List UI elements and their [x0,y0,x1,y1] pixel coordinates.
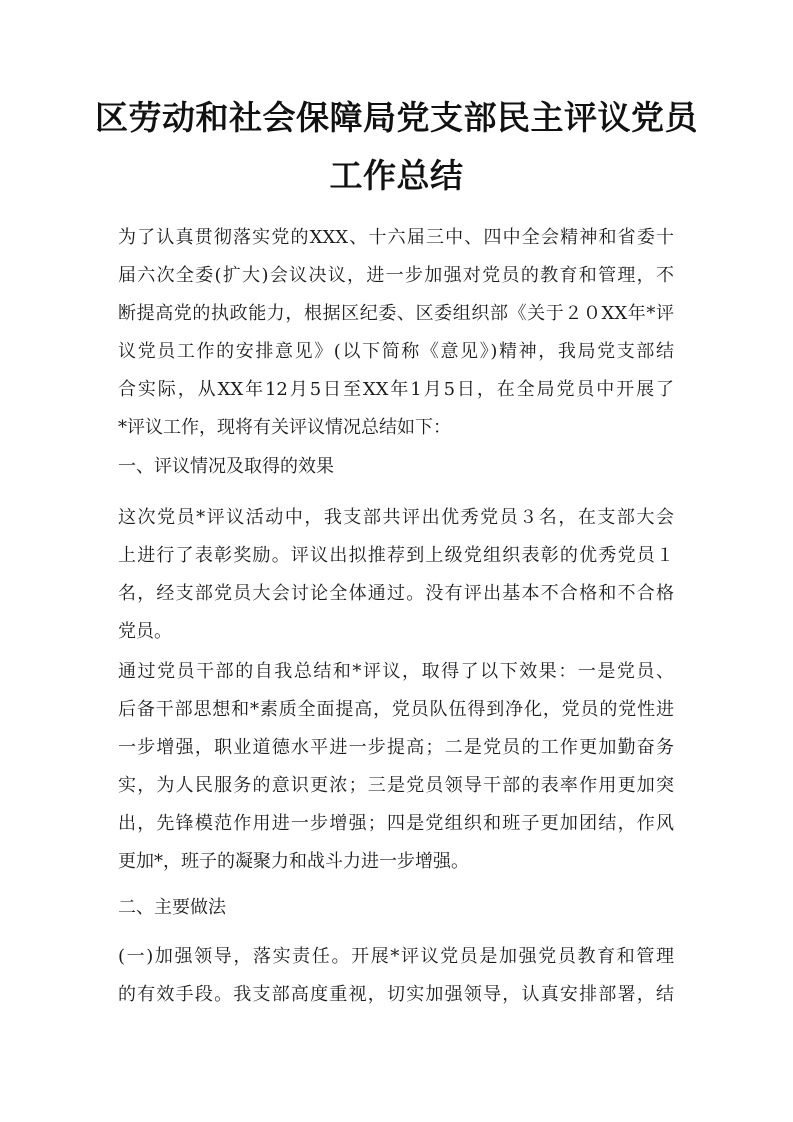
document-title-line-1: 区劳动和社会保障局党支部民主评议党员 [95,98,698,137]
paragraph-line: 为了认真贯彻落实党的XXX、十六届三中、四中全会精神和省委十 [118,227,674,248]
paragraph-line: 上进行了表彰奖励。评议出拟推荐到上级党组织表彰的优秀党员１ [118,545,674,566]
paragraph-line: 出，先锋模范作用进一步增强；四是党组织和班子更加团结，作风 [118,813,674,834]
section-heading-1: 一、评议情况及取得的效果 [118,456,334,477]
paragraph-line: (一)加强领导，落实责任。开展*评议党员是加强党员教育和管理 [118,946,674,967]
paragraph-line: *评议工作，现将有关评议情况总结如下： [118,417,451,438]
paragraph-line: 名，经支部党员大会讨论全体通过。没有评出基本不合格和不合格 [118,583,674,604]
paragraph-line: 合实际，从XX年12月5日至XX年1月5日，在全局党员中开展了 [118,379,674,400]
paragraph-line: 一步增强，职业道德水平进一步提高；二是党员的工作更加勤奋务 [118,737,674,758]
paragraph-line: 通过党员干部的自我总结和*评议，取得了以下效果：一是党员、 [118,661,674,682]
paragraph-line: 届六次全委(扩大)会议决议，进一步加强对党员的教育和管理，不 [118,265,674,286]
section-heading-2: 二、主要做法 [118,897,226,918]
paragraph-line: 实，为人民服务的意识更浓；三是党员领导干部的表率作用更加突 [118,775,674,796]
paragraph-line: 这次党员*评议活动中，我支部共评出优秀党员３名，在支部大会 [118,507,674,528]
paragraph-line: 的有效手段。我支部高度重视，切实加强领导，认真安排部署，结 [118,984,674,1005]
paragraph-line: 议党员工作的安排意见》(以下简称《意见》)精神，我局党支部结 [118,341,674,362]
paragraph-line: 后备干部思想和*素质全面提高，党员队伍得到净化，党员的党性进 [118,699,674,720]
paragraph-line: 党员。 [118,621,172,642]
paragraph-line: 更加*，班子的凝聚力和战斗力进一步增强。 [118,851,469,872]
document-title-line-2: 工作总结 [329,156,464,195]
paragraph-line: 断提高党的执政能力，根据区纪委、区委组织部《关于２０XX年*评 [118,303,674,324]
